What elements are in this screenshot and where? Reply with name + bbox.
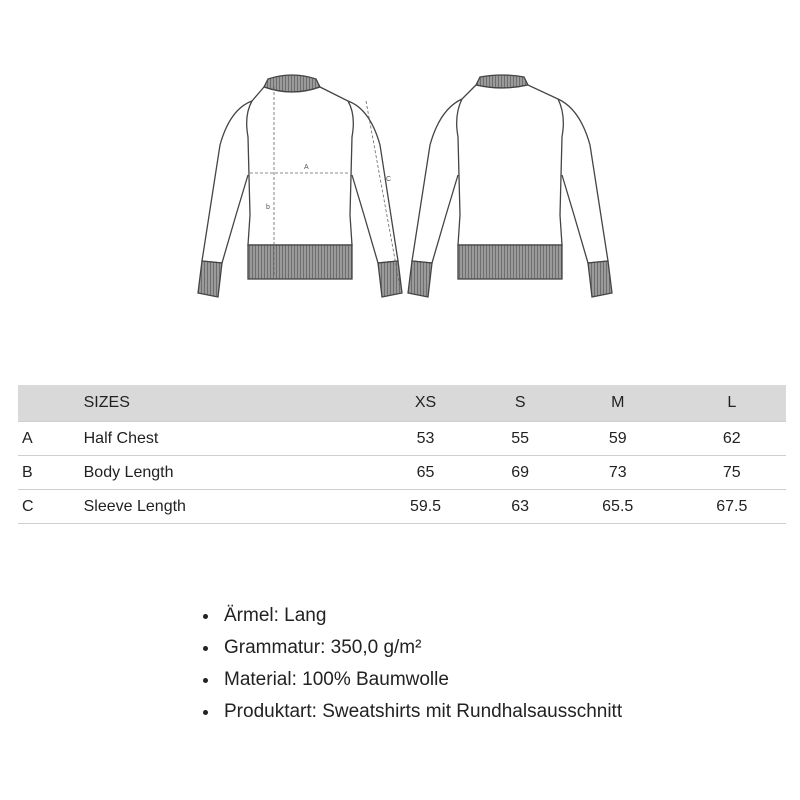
row-measurement-name: Sleeve Length [84, 490, 369, 524]
size-table [18, 385, 786, 524]
sweatshirt-back-view [408, 75, 612, 297]
row-value-m: 59 [558, 422, 678, 456]
measure-sleeve-length [366, 101, 400, 287]
front-left-cuff [198, 261, 222, 297]
table-row [18, 456, 786, 490]
row-value-xs: 53 [368, 422, 482, 456]
back-right-cuff [588, 261, 612, 297]
front-left-sleeve [202, 101, 252, 263]
row-value-l: 75 [678, 456, 786, 490]
back-left-cuff [408, 261, 432, 297]
back-left-sleeve [412, 99, 462, 263]
row-value-l: 67.5 [678, 490, 786, 524]
row-value-xs: 59.5 [368, 490, 482, 524]
row-key: C [18, 490, 84, 524]
header-sizes: SIZES [84, 385, 369, 422]
row-value-l: 62 [678, 422, 786, 456]
row-key: A [18, 422, 84, 456]
label-b: b [266, 204, 270, 211]
product-features-list [198, 600, 622, 728]
row-value-s: 63 [483, 490, 558, 524]
table-row [18, 422, 786, 456]
front-hem-rib [248, 245, 352, 279]
size-table-header-row [18, 385, 786, 422]
label-c: C [386, 176, 392, 183]
header-size-l: L [678, 385, 786, 422]
list-item: • Grammatur: 350,0 g/m² [220, 632, 622, 664]
sweatshirt-front-view [198, 75, 402, 297]
header-size-m: M [558, 385, 678, 422]
header-key [18, 385, 84, 422]
list-item: • Material: 100% Baumwolle [220, 664, 622, 696]
row-measurement-name: Half Chest [84, 422, 369, 456]
front-body [247, 87, 354, 245]
table-row [18, 490, 786, 524]
header-size-s: S [483, 385, 558, 422]
row-value-s: 69 [483, 456, 558, 490]
row-value-xs: 65 [368, 456, 482, 490]
back-hem-rib [458, 245, 562, 279]
header-size-xs: XS [368, 385, 482, 422]
sweatshirt-diagram [180, 65, 620, 305]
back-body [457, 85, 564, 245]
label-a: A [304, 164, 309, 171]
back-right-sleeve [558, 99, 608, 263]
list-item: • Produktart: Sweatshirts mit Rundhalsausschnitt [220, 696, 622, 728]
row-value-m: 65.5 [558, 490, 678, 524]
row-key: B [18, 456, 84, 490]
row-value-s: 55 [483, 422, 558, 456]
row-value-m: 73 [558, 456, 678, 490]
list-item: • Ärmel: Lang [220, 600, 622, 632]
row-measurement-name: Body Length [84, 456, 369, 490]
